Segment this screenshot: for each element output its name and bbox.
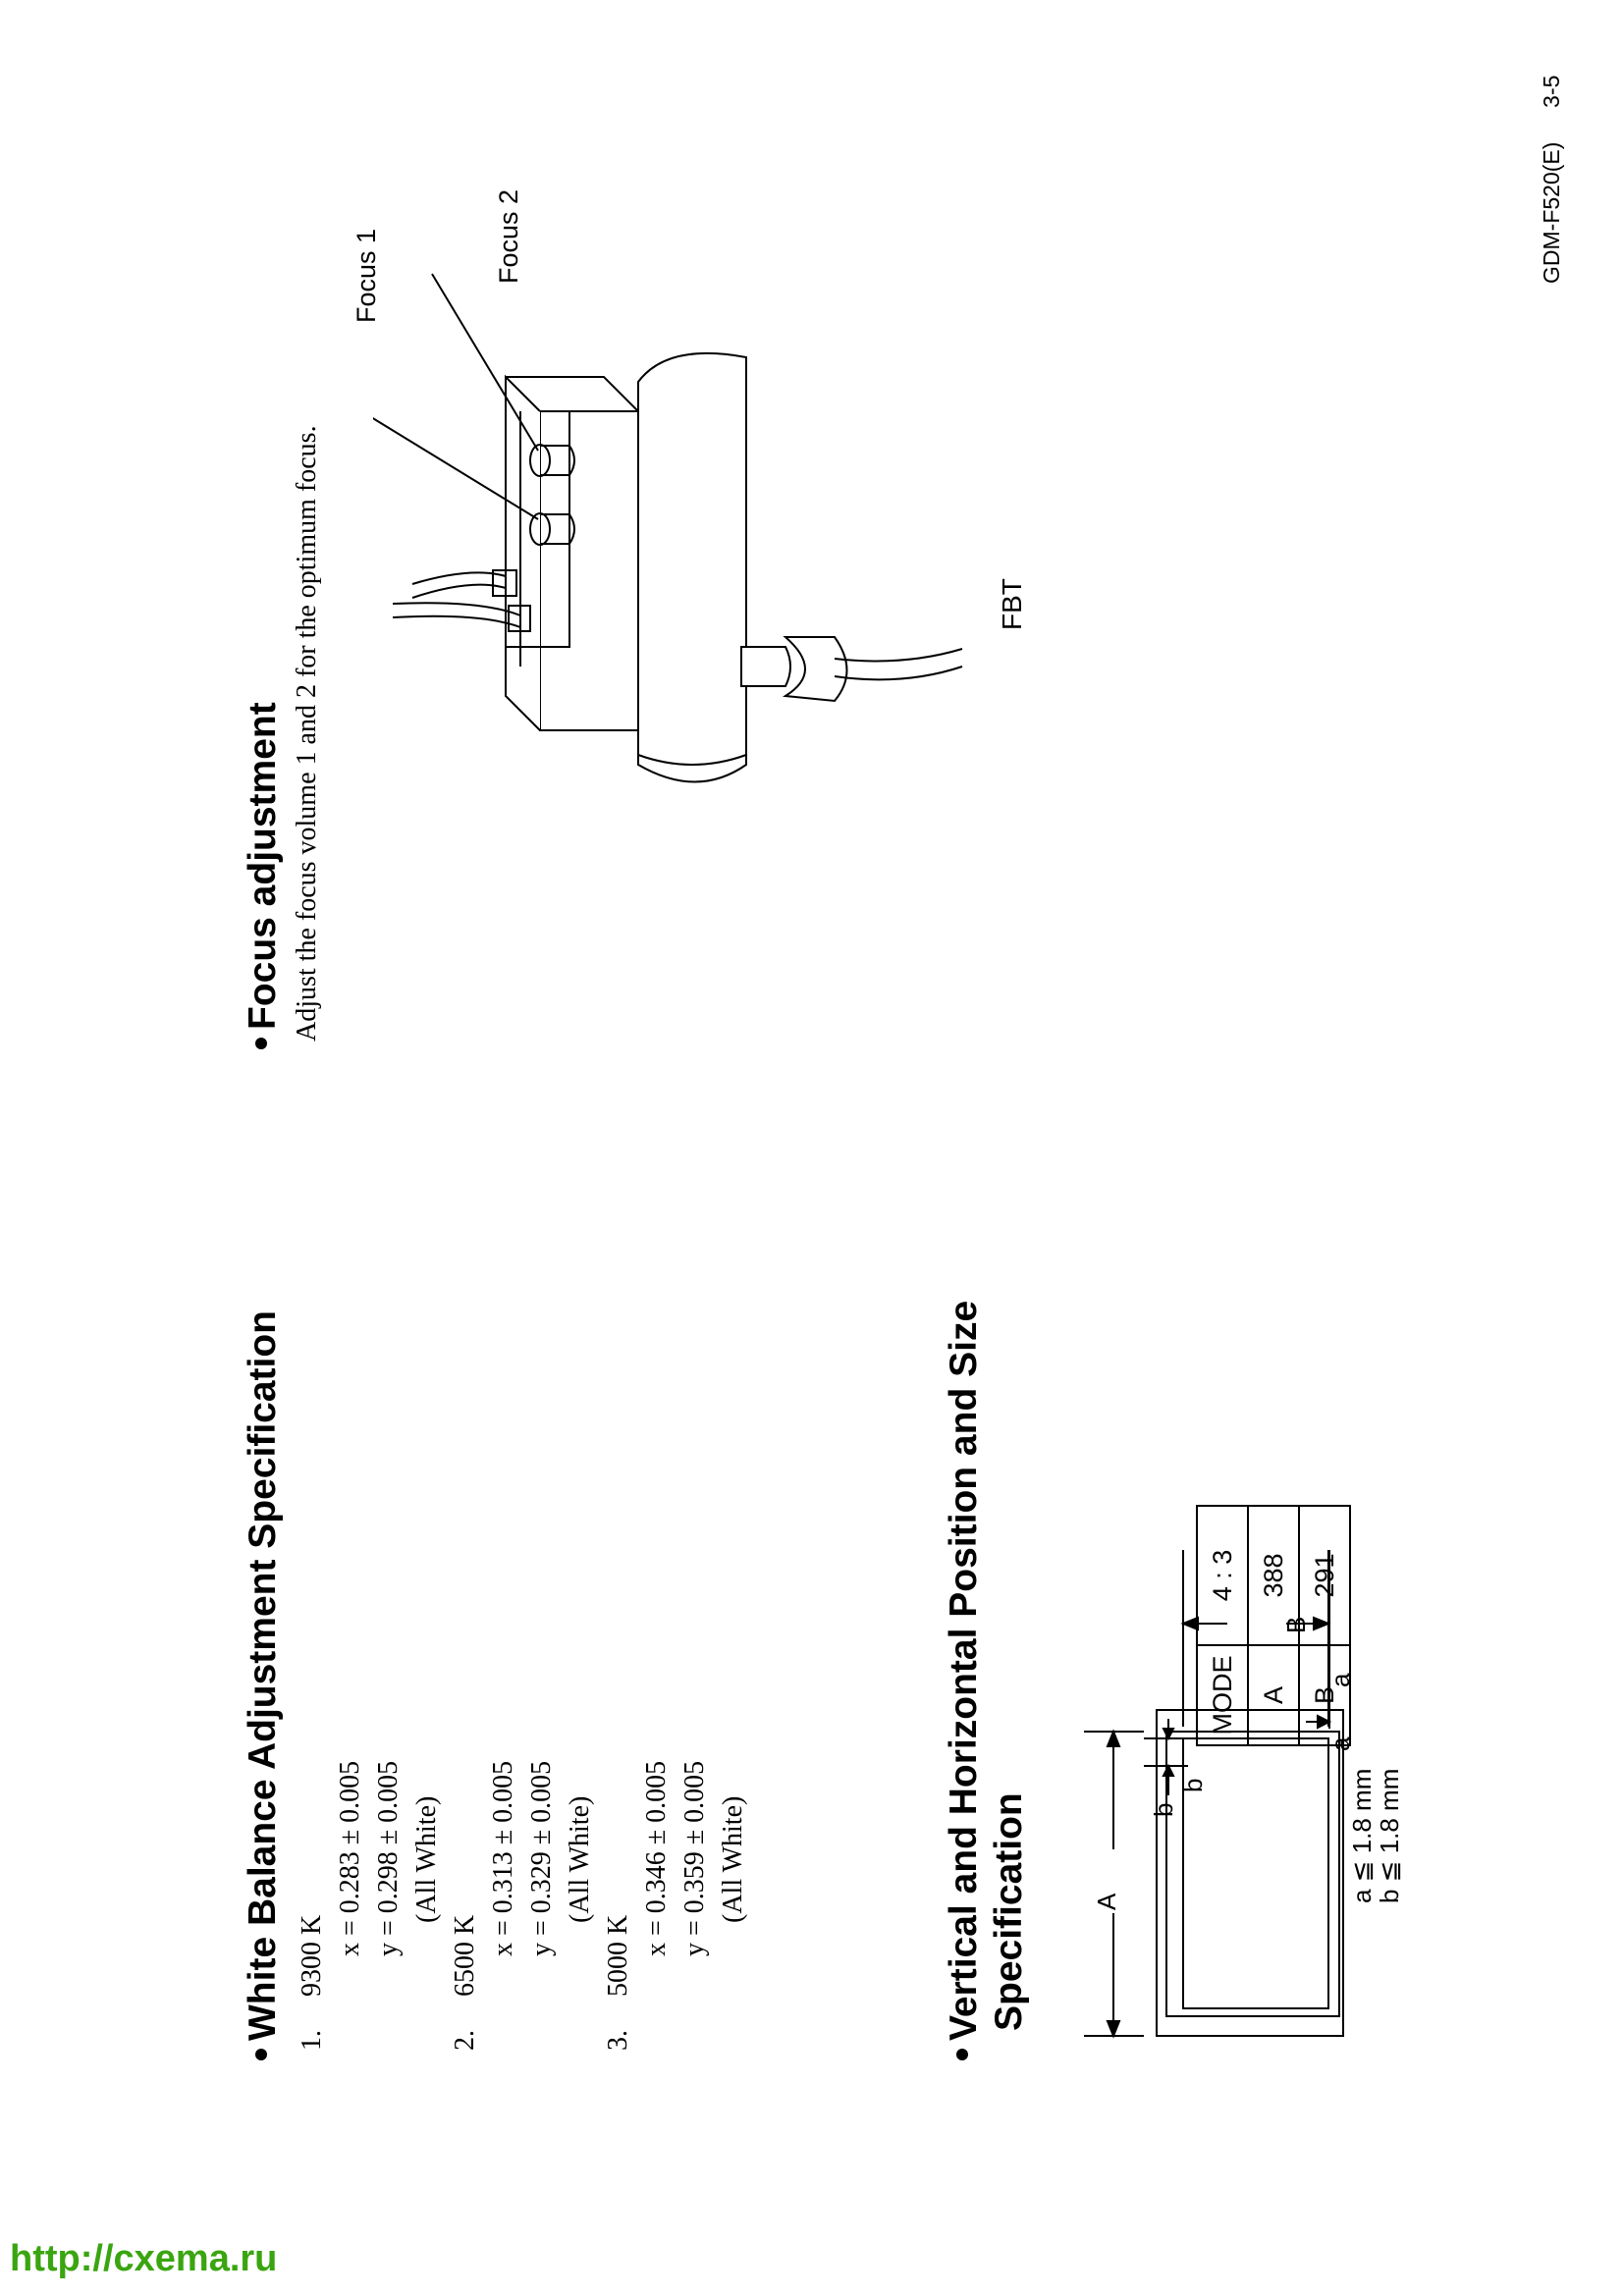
bullet-icon [956,2049,968,2060]
position-size-heading [941,1301,988,2060]
model-number: GDM-F520(E) [1539,141,1564,284]
table-cell: A [1248,1645,1299,1745]
wb-y: y = 0.359 ± 0.005 [679,1760,710,1956]
fbt-illustration [373,215,972,824]
table-row [1197,1506,1248,1745]
focus-title: Focus adjustment [242,702,284,1030]
tolerance-b: b ≦ 1.8 mm [1375,1768,1404,1903]
table-header-mode: MODE [1197,1645,1248,1745]
focus-heading [240,702,287,1049]
wb-x: x = 0.346 ± 0.005 [641,1760,672,1956]
wb-note: (All White) [718,1795,748,1923]
table-row [1299,1506,1350,1745]
white-balance-list [293,1761,752,2051]
page-header [1539,76,1565,284]
position-size-title: Vertical and Horizontal Position and Size [943,1300,985,2041]
white-balance-title: White Balance Adjustment Specification [242,1309,284,2041]
dim-label-b: b [1149,1802,1178,1817]
wb-x: x = 0.313 ± 0.005 [488,1760,518,1956]
tolerance-a: a ≦ 1.8 mm [1347,1768,1377,1903]
dim-label-A: A [1092,1893,1121,1910]
table-cell: 291 [1299,1506,1350,1645]
wb-note: (All White) [565,1795,595,1923]
bullet-icon [255,2049,267,2060]
dim-label-a: a [1325,1673,1355,1687]
table-header-ratio: 4 : 3 [1197,1506,1248,1645]
wb-y: y = 0.329 ± 0.005 [526,1760,557,1956]
bullet-icon [255,1038,267,1049]
wb-y: y = 0.298 ± 0.005 [373,1760,404,1956]
focus1-label: Focus 1 [352,228,381,323]
tolerance-notes [1348,1769,1403,1903]
mode-table [1196,1505,1351,1746]
wb-item: 3.5000 K [603,1914,633,2051]
table-cell: 388 [1248,1506,1299,1645]
table-cell: B [1299,1645,1350,1745]
page-number: 3-5 [1539,75,1564,108]
position-size-title-2: Specification [988,1792,1030,2031]
focus2-label: Focus 2 [494,188,523,284]
wb-note: (All White) [411,1795,442,1923]
dim-label-b-inner: b [1178,1778,1208,1792]
dim-label-a-inner: a [1325,1736,1355,1751]
table-row [1248,1506,1299,1745]
white-balance-heading [240,1310,287,2060]
wb-item: 2.6500 K [450,1914,480,2051]
focus-instruction: Adjust the focus volume 1 and 2 for the optimum focus. [292,425,322,1041]
watermark-link[interactable]: http://cxema.ru [10,2238,278,2279]
wb-x: x = 0.283 ± 0.005 [335,1760,365,1956]
fbt-label: FBT [997,578,1027,630]
dim-label-B: B [1281,1616,1311,1633]
wb-item: 1.9300 K [297,1914,327,2051]
